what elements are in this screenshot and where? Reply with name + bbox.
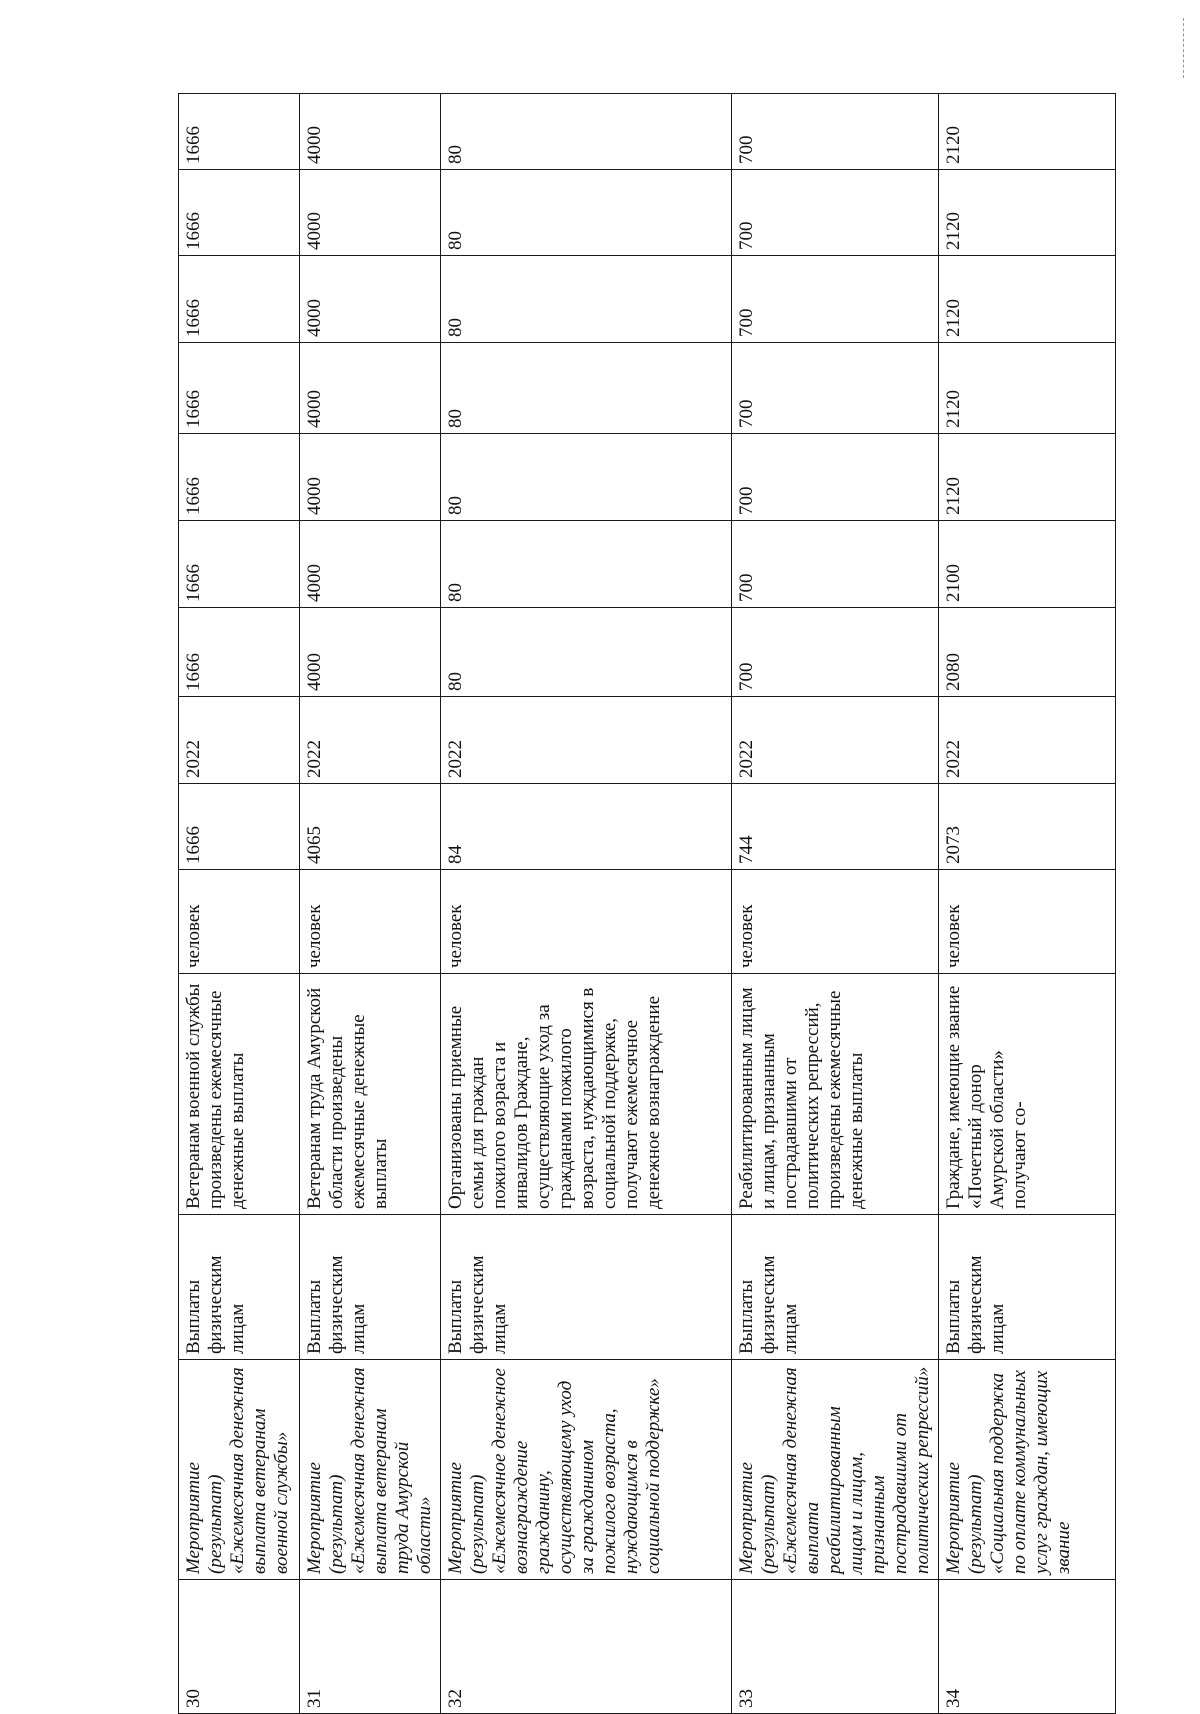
year-value-cell: 1666 — [179, 521, 300, 608]
year-value-cell: 1666 — [179, 434, 300, 521]
row-number: 31 — [300, 1580, 441, 1714]
event-cell: Мероприятие (результат) «Социальная поддержка по оплате коммунальных услуг граждан, имеющих звание — [939, 1360, 1116, 1580]
year-value-cell: 2120 — [939, 434, 1116, 521]
base-value-cell: 1666 — [179, 784, 300, 870]
year-value-cell: 80 — [441, 94, 732, 170]
base-year-cell: 2022 — [179, 697, 300, 784]
year-value-cell: 2100 — [939, 521, 1116, 608]
type-cell: Выплаты физическим лицам — [441, 1215, 732, 1360]
base-value-cell: 2073 — [939, 784, 1116, 870]
year-value-cell: 700 — [732, 608, 939, 697]
year-value-cell: 4000 — [300, 170, 441, 256]
rotated-page — [178, 94, 1116, 1714]
row-number: 34 — [939, 1580, 1116, 1714]
year-value-cell: 80 — [441, 521, 732, 608]
year-value-cell: 2120 — [939, 94, 1116, 170]
year-value-cell: 4000 — [300, 94, 441, 170]
year-value-cell: 1666 — [179, 608, 300, 697]
year-value-cell: 2120 — [939, 343, 1116, 434]
year-value-cell: 80 — [441, 343, 732, 434]
table-row — [300, 94, 441, 1714]
scan-edge-mark — [1183, 18, 1186, 78]
type-cell: Выплаты физическим лицам — [939, 1215, 1116, 1360]
base-year-cell: 2022 — [939, 697, 1116, 784]
year-value-cell: 700 — [732, 343, 939, 434]
base-value-cell: 4065 — [300, 784, 441, 870]
year-value-cell: 700 — [732, 521, 939, 608]
year-value-cell: 2120 — [939, 256, 1116, 343]
row-number: 33 — [732, 1580, 939, 1714]
table-row — [441, 94, 732, 1714]
year-value-cell: 4000 — [300, 521, 441, 608]
event-cell: Мероприятие (результат) «Ежемесячная денежная выплата реабилитированным лицам и лицам, признанным пострадавшими от политических репрессий» — [732, 1360, 939, 1580]
description-cell: Организованы приемные семьи для граждан пожилого возраста и инвалидов Граждане, осуществляющие уход за гражданами пожилого возраста, нуждающимися в социальной поддержке, получают ежемесячное денежное вознаграждение — [441, 974, 732, 1215]
table-row — [732, 94, 939, 1714]
base-year-cell: 2022 — [732, 697, 939, 784]
base-year-cell: 2022 — [300, 697, 441, 784]
table-row — [939, 94, 1116, 1714]
event-cell: Мероприятие (результат) «Ежемесячная денежная выплата ветеранам военной службы» — [179, 1360, 300, 1580]
year-value-cell: 2120 — [939, 170, 1116, 256]
description-cell: Ветеранам труда Амурской области произведены ежемесячные денежные выплаты — [300, 974, 441, 1215]
row-number: 32 — [441, 1580, 732, 1714]
table-row — [179, 94, 300, 1714]
description-cell: Реабилитированным лицам и лицам, признанным пострадавшими от политических репрессий, произведены ежемесячные денежные выплаты — [732, 974, 939, 1215]
type-cell: Выплаты физическим лицам — [732, 1215, 939, 1360]
year-value-cell: 80 — [441, 170, 732, 256]
year-value-cell: 80 — [441, 434, 732, 521]
year-value-cell: 700 — [732, 170, 939, 256]
event-cell: Мероприятие (результат) «Ежемесячная денежная выплата ветеранам труда Амурской области» — [300, 1360, 441, 1580]
unit-cell: человек — [939, 870, 1116, 974]
year-value-cell: 1666 — [179, 170, 300, 256]
type-cell: Выплаты физическим лицам — [179, 1215, 300, 1360]
description-cell: Ветеранам военной службы произведены ежемесячные денежные выплаты — [179, 974, 300, 1215]
year-value-cell: 4000 — [300, 608, 441, 697]
event-cell: Мероприятие (результат) «Ежемесячное денежное вознаграждение гражданину, осуществляющему уход за гражданином пожилого возраста, нуждающимся в социальной поддержке» — [441, 1360, 732, 1580]
year-value-cell: 700 — [732, 256, 939, 343]
year-value-cell: 2080 — [939, 608, 1116, 697]
base-value-cell: 84 — [441, 784, 732, 870]
unit-cell: человек — [732, 870, 939, 974]
year-value-cell: 80 — [441, 256, 732, 343]
year-value-cell: 4000 — [300, 434, 441, 521]
year-value-cell: 1666 — [179, 94, 300, 170]
base-value-cell: 744 — [732, 784, 939, 870]
year-value-cell: 4000 — [300, 343, 441, 434]
unit-cell: человек — [441, 870, 732, 974]
row-number: 30 — [179, 1580, 300, 1714]
year-value-cell: 1666 — [179, 343, 300, 434]
type-cell: Выплаты физическим лицам — [300, 1215, 441, 1360]
year-value-cell: 700 — [732, 434, 939, 521]
unit-cell: человек — [179, 870, 300, 974]
year-value-cell: 700 — [732, 94, 939, 170]
unit-cell: человек — [300, 870, 441, 974]
results-table — [178, 93, 1116, 1714]
base-year-cell: 2022 — [441, 697, 732, 784]
year-value-cell: 4000 — [300, 256, 441, 343]
year-value-cell: 1666 — [179, 256, 300, 343]
year-value-cell: 80 — [441, 608, 732, 697]
description-cell: Граждане, имеющие звание «Почетный донор Амурской области» получают со- — [939, 974, 1116, 1215]
